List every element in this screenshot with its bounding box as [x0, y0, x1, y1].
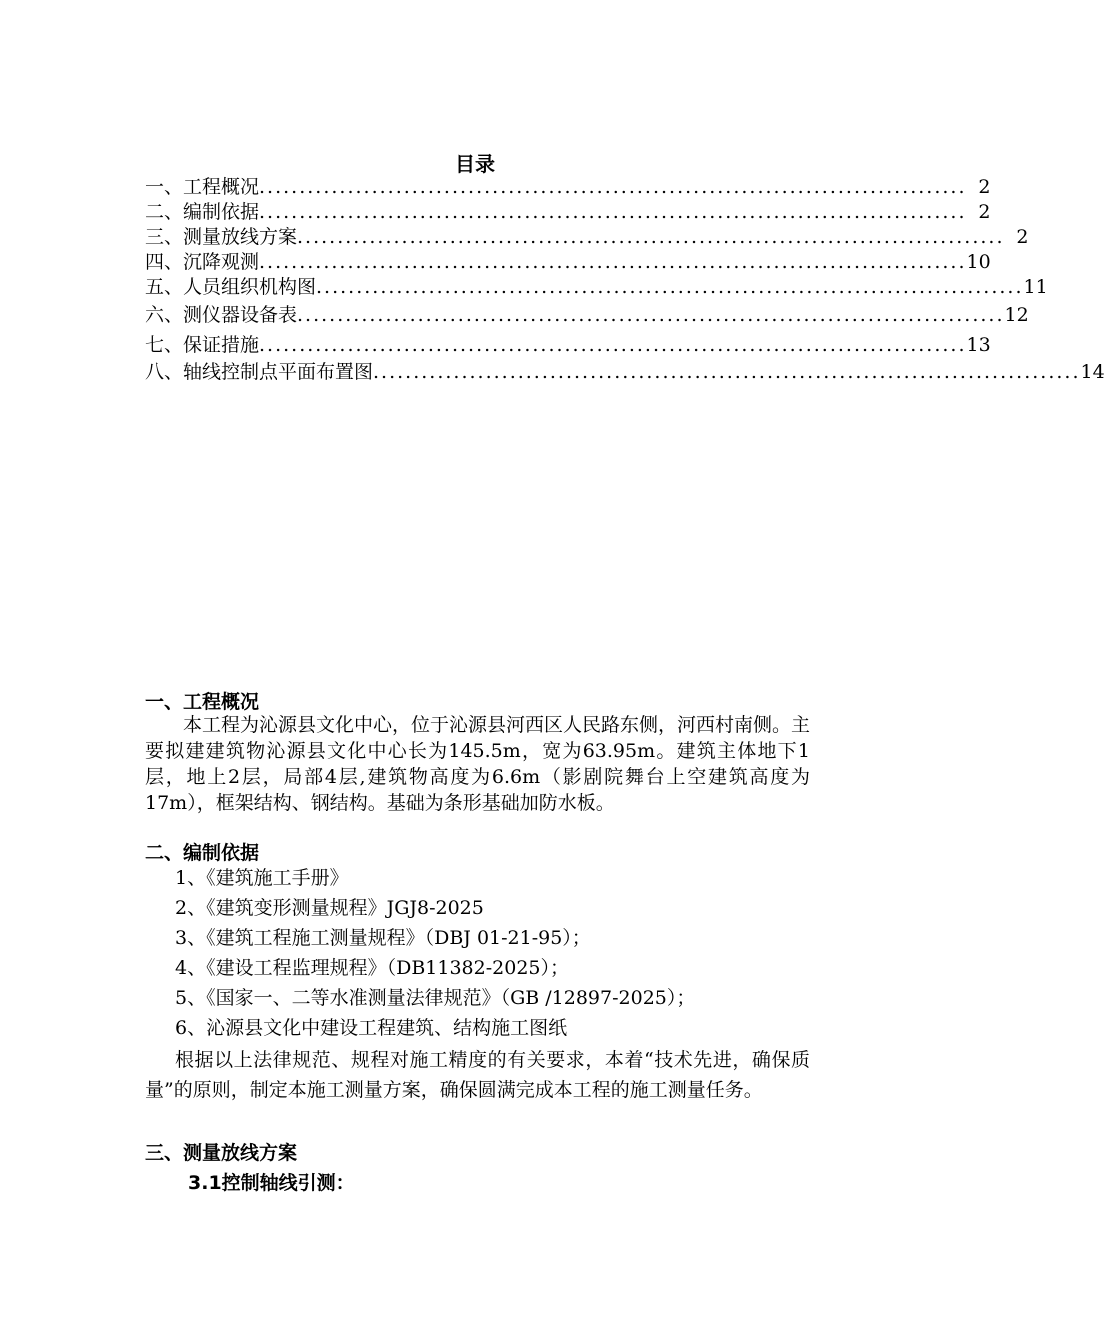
toc-entry[interactable] [145, 275, 1048, 300]
toc-leader-dots: ........................................................................................ [297, 226, 1005, 248]
toc-entry[interactable] [145, 250, 991, 275]
basis-list-item: 1、《建筑施工手册》 [175, 867, 349, 889]
basis-list-item: 6、沁源县文化中建设工程建筑、结构施工图纸 [175, 1017, 568, 1039]
basis-list-item: 3、《建筑工程施工测量规程》（DBJ 01-21-95）； [175, 927, 591, 949]
section-heading-overview: 一、工程概况 [145, 691, 260, 713]
overview-paragraph: 本工程为沁源县文化中心，位于沁源县河西区人民路东侧，河西村南侧。主要拟建建筑物沁源县文化中心长为145.5m，宽为63.95m。建筑主体地下1层，地上2层，局部4层,建筑物高度为6.6m（影剧院舞台上空建筑高度为17m），框架结构、钢结构。基础为条形基础加防水板。 [145, 714, 811, 814]
toc-entry-label: 三、测量放线方案 [145, 226, 298, 248]
toc-leader-dots: ........................................................................................ [316, 276, 1024, 298]
toc-entry-label: 二、编制依据 [145, 201, 260, 223]
toc-entry-page: 13 [966, 334, 991, 356]
toc-leader-dots: ........................................................................................ [259, 251, 967, 273]
section-heading-basis: 二、编制依据 [145, 842, 260, 864]
toc-entry-page: 14 [1080, 361, 1105, 383]
toc-entry-page: 2 [978, 176, 991, 198]
toc-entry-page: 2 [1016, 226, 1029, 248]
toc-entry-label: 六、测仪器设备表 [145, 304, 298, 326]
toc-entry[interactable] [145, 200, 991, 225]
toc-entry-label: 一、工程概况 [145, 176, 260, 198]
toc-entry-label: 八、轴线控制点平面布置图 [145, 361, 374, 383]
toc-entry[interactable] [145, 225, 1029, 250]
toc-leader-dots: ........................................................................................ [297, 304, 1005, 326]
toc-leader-dots: ........................................................................................ [259, 334, 967, 356]
toc-entry-page: 12 [1004, 304, 1029, 326]
toc-entry-page: 11 [1023, 276, 1048, 298]
basis-list-item: 4、《建设工程监理规程》（DB11382-2025）； [175, 957, 570, 979]
toc-leader-dots: ........................................................................................ [259, 176, 967, 198]
toc-title: 目录 [455, 152, 495, 176]
toc-entry-label: 四、沉降观测 [145, 251, 260, 273]
subsection-heading-axis-control: 3.1控制轴线引测： [188, 1172, 355, 1194]
section-heading-survey-plan: 三、测量放线方案 [145, 1142, 298, 1164]
toc-entry-page: 10 [966, 251, 991, 273]
basis-closing-paragraph: 根据以上法律规范、规程对施工精度的有关要求，本着“技术先进，确保质量”的原则，制定本施工测量方案，确保圆满完成本工程的施工测量任务。 [145, 1049, 810, 1101]
toc-entry-label: 七、保证措施 [145, 334, 260, 356]
table-of-contents [145, 175, 1105, 385]
toc-entry[interactable] [145, 360, 1105, 385]
toc-entry-page: 2 [978, 201, 991, 223]
toc-entry[interactable] [145, 175, 991, 200]
basis-list-item: 2、《建筑变形测量规程》JGJ8-2025 [175, 897, 484, 919]
toc-entry-label: 五、人员组织机构图 [145, 276, 317, 298]
toc-entry[interactable] [145, 330, 991, 360]
basis-list-item: 5、《国家一、二等水准测量法律规范》（GB /12897-2025）； [175, 987, 696, 1009]
toc-entry[interactable] [145, 300, 1029, 330]
toc-leader-dots: ........................................................................................ [259, 201, 967, 223]
toc-leader-dots: ........................................................................................ [373, 361, 1081, 383]
